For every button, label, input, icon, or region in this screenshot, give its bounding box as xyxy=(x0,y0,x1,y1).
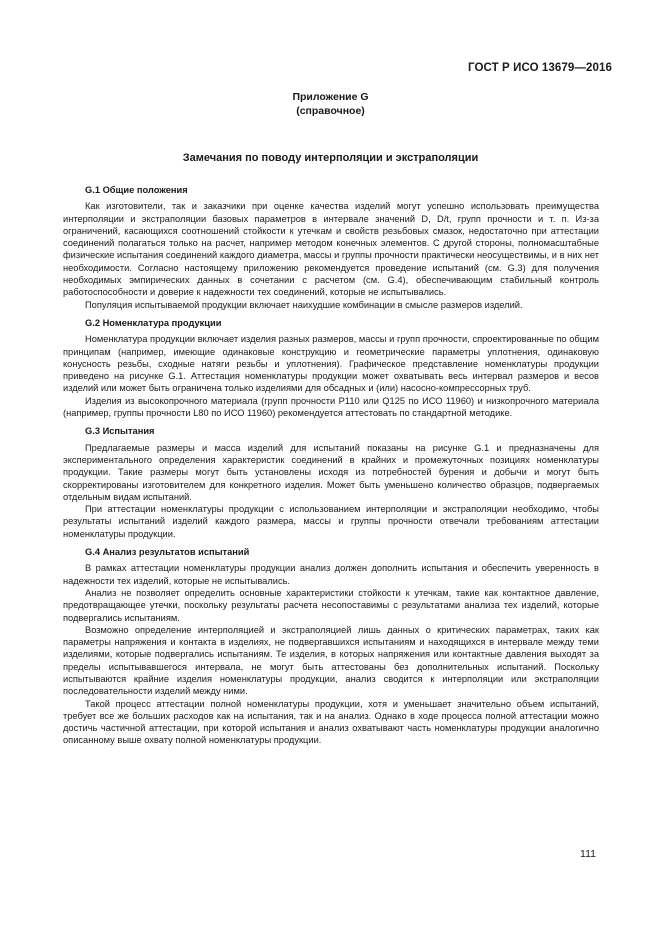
section-g4 xyxy=(63,546,599,747)
paragraph: Анализ не позволяет определить основные характеристики стойкости к утечкам, такие как контактное давление, предотвращающее утечки, поскольку результаты расчета несопоставимы с результатами анализа тех изделий, которые подвергались испытаниям. xyxy=(63,587,599,623)
paragraph: Возможно определение интерполяцией и экстраполяцией лишь данных о критических параметрах, таких как параметры напряжения и контакта в изделиях, не подвергавшихся испытаниям и находящихся в интервале между теми изделиями, которые подвергались испытаниям. Те изделия, в которых напряжения или контактные давления выходят за пределы испытывавшегося интервала, не могут быть аттестованы без дополнительных испытаний. Поскольку испытываются крайние изделия номенклатуры продукции, анализ сводится к интерполяции или экстраполяции последовательности изделий между ними. xyxy=(63,624,599,697)
appendix-status: (справочное) xyxy=(296,105,365,117)
paragraph: При аттестации номенклатуры продукции с использованием интерполяции и экстраполяции необходимо, чтобы результаты испытаний изделий каждого размера, массы и группы прочности отвечали требованиям аттестации номенклатуры продукции. xyxy=(63,504,599,539)
paragraph: Предлагаемые размеры и масса изделий для испытаний показаны на рисунке G.1 и предназначены для экспериментального определения характеристик соединений в крайних и промежуточных позициях номенклатуры продукции. Такие размеры могут быть установлены исходя из потребностей бурения и добычи и могут быть скорректированы изготовителем для конкретного изделия. Может быть уменьшено количество образцов, подвергаемых отдельным видам испытаний. xyxy=(63,442,599,502)
document-title: Замечания по поводу интерполяции и экстраполяции xyxy=(182,152,479,164)
paragraph: Как изготовители, так и заказчики при оценке качества изделий могут успешно использовать преимущества интерполяции и экстраполяции базовых параметров в интервале значений D, D/t, групп прочности и т. п. Из-за ограничений, касающихся соотношений стойкости к утечкам и свойств резьбовых смазок, недостаточно при аттестации соединений полагаться только на расчет, например методом конечных элементов. С другой стороны, полномасштабные физические испытания соединений каждого диаметра, массы и группы прочности практически неосуществимы, и в них нет необходимости. Согласно настоящему приложению рекомендуется проведение испытаний (см. G.3) для получения необходимых эмпирических данных в сочетании с расчетом (см. G.4), обеспечивающим стабильный контроль работоспособности и доверие к надежности тех соединений, которые не испытывались. xyxy=(63,201,599,298)
section-heading: G.4 Анализ результатов испытаний xyxy=(85,547,250,558)
section-heading: G.2 Номенклатура продукции xyxy=(85,317,222,328)
paragraph: В рамках аттестации номенклатуры продукции анализ должен дополнить испытания и обеспечить уверенность в надежности тех изделий, которые не испытывались. xyxy=(63,563,599,586)
standard-code: ГОСТ Р ИСО 13679—2016 xyxy=(467,62,612,74)
paragraph: Номенклатура продукции включает изделия разных размеров, массы и групп прочности, спроектированные по общим принципам (например, имеющие одинаковые конструкцию и геометрические параметры уплотнения, одинаковую конусность резьбы, сходные натяги резьбы и уплотнения). Графическое представление номенклатуры продукции приведено на рисунке G.1. Аттестация номенклатуры продукции может охватывать весь интервал размеров и весов изделий или может быть ограничена только изделиями для обсадных и (или) насосно-компрессорных труб. xyxy=(63,334,599,394)
section-g1 xyxy=(63,184,599,311)
section-g2 xyxy=(63,317,599,419)
paragraph: Популяция испытываемой продукции включает наихудшие комбинации в смысле размеров изделий. xyxy=(85,299,523,310)
section-g3 xyxy=(63,425,599,540)
appendix-heading xyxy=(0,90,661,118)
page-number: 111 xyxy=(580,848,596,860)
paragraph: Такой процесс аттестации полной номенклатуры продукции, хотя и уменьшает значительно объем испытаний, требует все же больших расходов как на испытания, так и на анализ. Однако в ходе процесса полной аттестации можно достичь частичной аттестации, при которой испытания и анализ охватывают часть номенклатуры продукции аналогично описанному выше охвату полной номенклатуры продукции. xyxy=(63,698,599,746)
section-heading: G.1 Общие положения xyxy=(85,185,188,195)
paragraph: Изделия из высокопрочного материала (групп прочности P110 или Q125 по ИСО 11960) и низкопрочного материала (например, группы прочности L80 по ИСО 11960) рекомендуется аттестовать по стандартной методике. xyxy=(63,395,599,419)
section-heading: G.3 Испытания xyxy=(85,426,155,437)
appendix-title: Приложение G xyxy=(292,91,369,103)
document-body xyxy=(63,184,599,753)
